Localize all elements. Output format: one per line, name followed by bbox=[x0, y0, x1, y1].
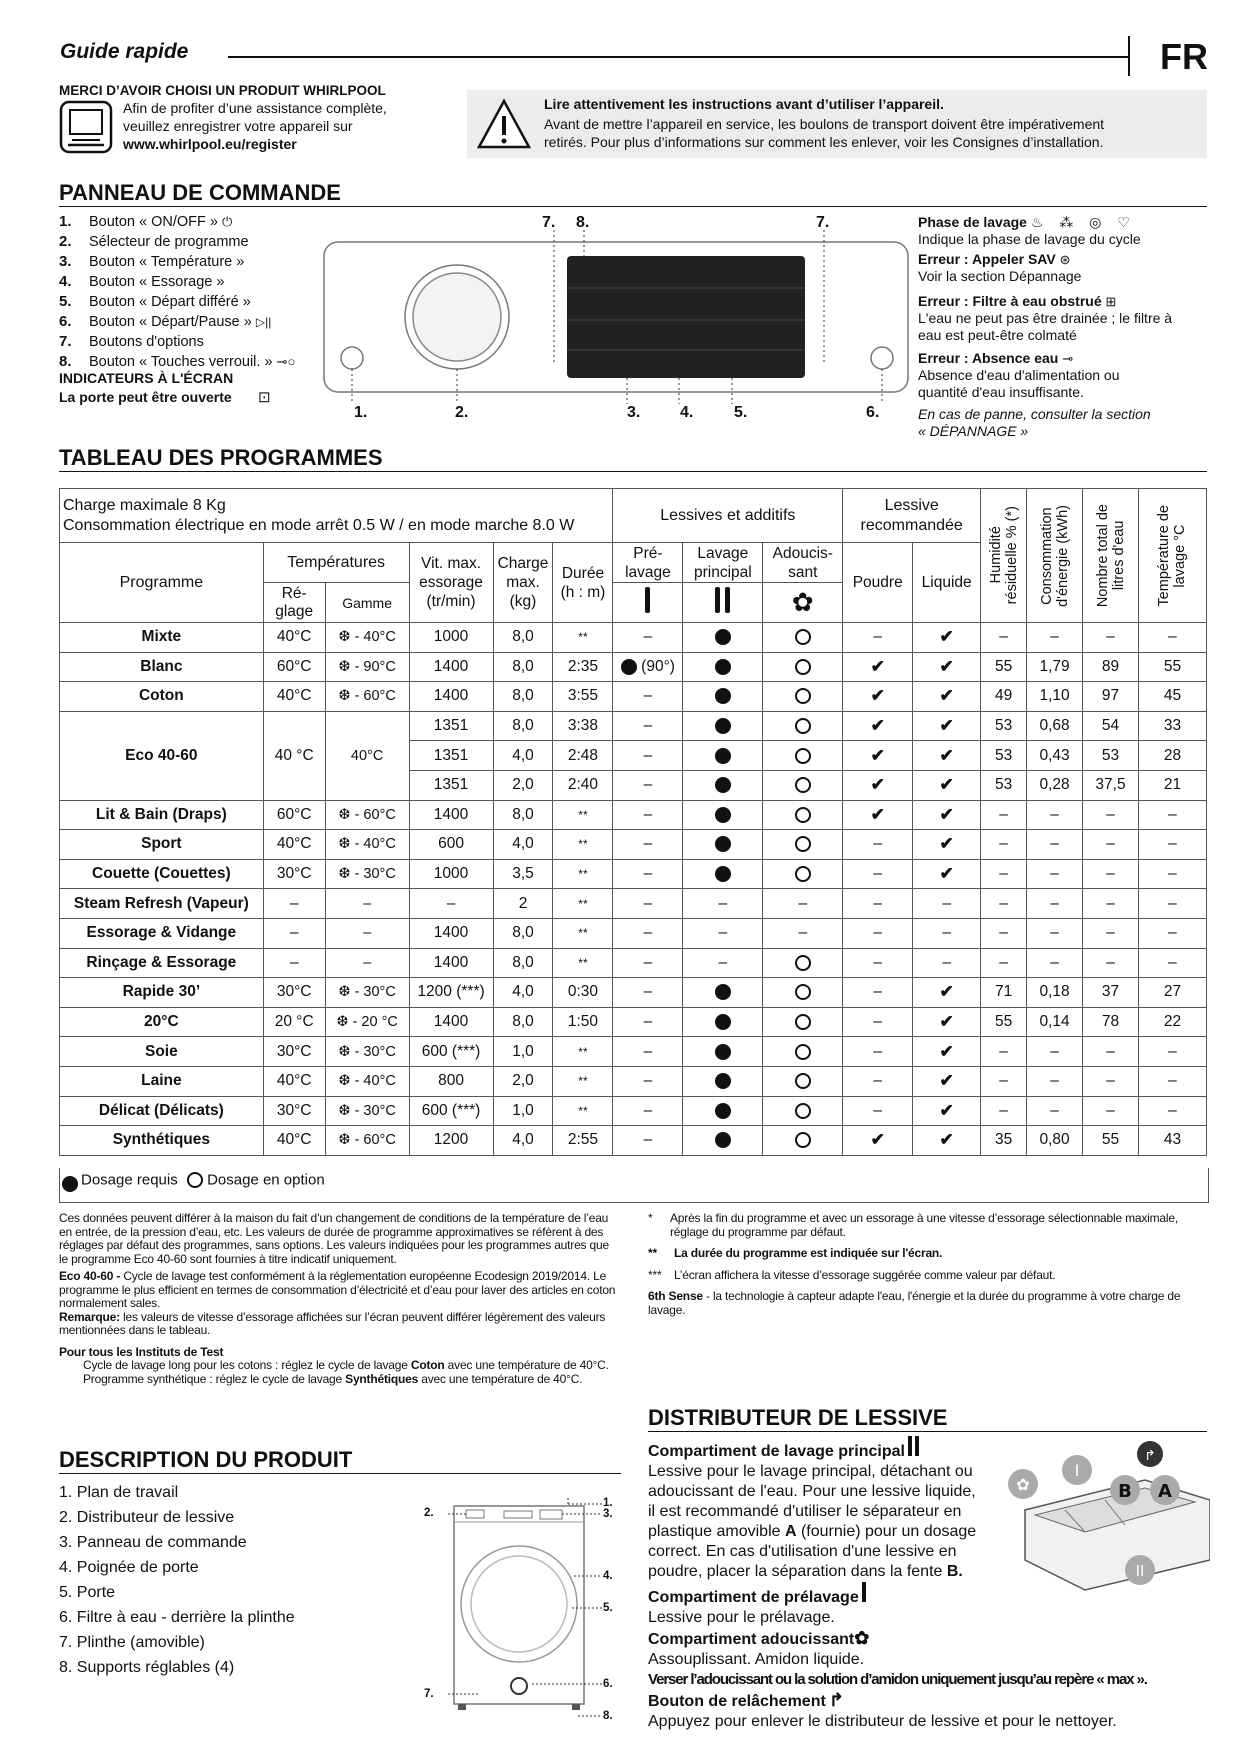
table-row: 1351 2,0 2:40 – ✔ ✔ 53 0,28 37,5 21 bbox=[60, 770, 1207, 800]
err-water-desc1: Absence d'eau d'alimentation ou bbox=[918, 367, 1120, 383]
header-divider bbox=[1128, 36, 1130, 76]
desc-item: 2. Distributeur de lessive bbox=[59, 1509, 235, 1526]
softener-flower-icon: ✿ bbox=[854, 1628, 870, 1648]
desc-item: 8. Supports réglables (4) bbox=[59, 1659, 235, 1676]
program-name: Steam Refresh (Vapeur) bbox=[60, 889, 264, 919]
detergent-drawer-diagram bbox=[1005, 1440, 1210, 1600]
ring-optional-icon bbox=[795, 629, 811, 645]
panel-item-spin: 4. Bouton « Essorage » bbox=[59, 273, 225, 290]
main-wash-compartment-icon bbox=[908, 1436, 912, 1456]
th-gamme: Gamme bbox=[325, 583, 409, 623]
check-icon: ✔ bbox=[939, 656, 954, 676]
key-icon: ⊸○ bbox=[276, 354, 296, 369]
callout-3: 3. bbox=[627, 404, 641, 421]
table-legend: Dosage requis Dosage en option bbox=[59, 1168, 1209, 1203]
callout-7b: 7. bbox=[816, 214, 830, 231]
th-vit: Vit. max. essorage (tr/min) bbox=[409, 543, 493, 623]
panel-item-selector: 2. Sélecteur de programme bbox=[59, 233, 249, 250]
panel-section-rule bbox=[59, 206, 1207, 207]
ring-optional-icon bbox=[795, 1103, 811, 1119]
th-liquide: Liquide bbox=[913, 543, 981, 623]
desc-callout-1: 1. bbox=[603, 1497, 613, 1509]
service-icon: ⊛ bbox=[1059, 252, 1071, 267]
register-line2: veuillez enregistrer votre appareil sur bbox=[123, 118, 353, 134]
description-section-title: DESCRIPTION DU PRODUIT bbox=[59, 1447, 353, 1472]
check-icon: ✔ bbox=[870, 775, 885, 795]
th-temp: Température de lavage °C bbox=[1138, 489, 1206, 623]
check-icon: ✔ bbox=[870, 804, 885, 824]
panne-note2: « DÉPANNAGE » bbox=[918, 423, 1029, 439]
th-lavage: Lavage principal bbox=[683, 543, 763, 583]
desc-item: 6. Filtre à eau - derrière la plinthe bbox=[59, 1609, 295, 1626]
description-list bbox=[59, 1480, 295, 1680]
ring-optional-icon bbox=[795, 807, 811, 823]
indicator-list bbox=[918, 214, 1218, 440]
table-row: Laine 40°C ❆ - 40°C 800 2,0 ** – – ✔ – – – – bbox=[60, 1066, 1207, 1096]
program-name: Synthétiques bbox=[60, 1126, 264, 1156]
program-name: Rapide 30’ bbox=[60, 978, 264, 1008]
dot-required-icon bbox=[715, 777, 731, 793]
ring-optional-icon bbox=[795, 718, 811, 734]
desc-item: 4. Poignée de porte bbox=[59, 1559, 199, 1576]
program-name: Sport bbox=[60, 830, 264, 860]
ring-optional-icon bbox=[795, 659, 811, 675]
ring-optional-icon bbox=[795, 1044, 811, 1060]
th-programme: Programme bbox=[60, 543, 264, 623]
phase-desc: Indique la phase de lavage du cycle bbox=[918, 231, 1141, 247]
th-poudre: Poudre bbox=[843, 543, 913, 623]
program-name: Laine bbox=[60, 1066, 264, 1096]
dot-required-icon bbox=[621, 659, 637, 675]
check-icon: ✔ bbox=[939, 1012, 954, 1032]
svg-text:↱: ↱ bbox=[1144, 1448, 1156, 1464]
distributor-section-rule bbox=[648, 1431, 1207, 1432]
check-icon: ✔ bbox=[939, 1130, 954, 1150]
program-name: Mixte bbox=[60, 623, 264, 653]
program-name: Soie bbox=[60, 1037, 264, 1067]
main-wash-compartment-icon bbox=[683, 583, 763, 623]
dot-required-icon bbox=[715, 1073, 731, 1089]
check-icon: ✔ bbox=[870, 656, 885, 676]
notes-right: * Après la fin du programme et avec un essorage à une vitesse d’essorage sélectionnable maximale, réglage du programme par défaut. ** La durée du programme est indiquée sur l'écran. *** L’écran affichera la vitesse d’essorage suggérée comme valeur par défaut. 6th Sense - la technologie à capteur adapte l'eau, l'énergie et la durée du programme à votre charge de lavage. bbox=[648, 1211, 1181, 1317]
desc-callout-8: 8. bbox=[603, 1710, 613, 1722]
ring-optional-icon bbox=[795, 984, 811, 1000]
desc-callout-2: 2. bbox=[424, 1507, 434, 1519]
svg-text:II: II bbox=[1135, 1562, 1145, 1580]
svg-text:B: B bbox=[1118, 1481, 1132, 1502]
register-title: MERCI D’AVOIR CHOISI UN PRODUIT WHIRLPOOL bbox=[59, 83, 386, 98]
desc-item: 1. Plan de travail bbox=[59, 1484, 179, 1501]
computer-icon bbox=[59, 100, 113, 154]
panel-section-title: PANNEAU DE COMMANDE bbox=[59, 180, 341, 205]
dot-required-icon bbox=[715, 1103, 731, 1119]
ring-optional-icon bbox=[795, 1073, 811, 1089]
th-lessive-rec: Lessive recommandée bbox=[843, 489, 981, 543]
table-row: Rinçage & Essorage – – 1400 8,0 ** – – – – – – – – bbox=[60, 948, 1207, 978]
err-water-title: Erreur : Absence eau bbox=[918, 350, 1059, 366]
dot-required-icon bbox=[715, 807, 731, 823]
check-icon: ✔ bbox=[939, 864, 954, 884]
prewash-compartment-icon bbox=[613, 583, 683, 623]
door-lock-icon: ⊡ bbox=[258, 389, 271, 406]
desc-item: 7. Plinthe (amovible) bbox=[59, 1634, 205, 1651]
header-rule bbox=[228, 56, 1128, 58]
distributor-section-title: DISTRIBUTEUR DE LESSIVE bbox=[648, 1405, 948, 1430]
dot-required-icon bbox=[715, 836, 731, 852]
table-row: Délicat (Délicats) 30°C ❆ - 30°C 600 (***) 1,0 ** – – ✔ – – – – bbox=[60, 1096, 1207, 1126]
wash-phase-icons: ♨ ⁂ ◎ ♡ bbox=[1030, 214, 1136, 230]
check-icon: ✔ bbox=[939, 804, 954, 824]
program-name: Lit & Bain (Draps) bbox=[60, 800, 264, 830]
tap-icon: ⊸ bbox=[1062, 351, 1074, 366]
program-name: Rinçage & Essorage bbox=[60, 948, 264, 978]
th-litres: Nombre total de litres d'eau bbox=[1083, 489, 1139, 623]
prewash-compartment-icon bbox=[862, 1582, 866, 1602]
table-row: 1351 4,0 2:48 – ✔ ✔ 53 0,43 53 28 bbox=[60, 741, 1207, 771]
check-icon: ✔ bbox=[939, 775, 954, 795]
warning-line1: Avant de mettre l’appareil en service, les boulons de transport doivent être impérativement bbox=[544, 116, 1105, 132]
check-icon: ✔ bbox=[939, 834, 954, 854]
callout-5: 5. bbox=[734, 404, 748, 421]
err-filter-desc2: eau est peut-être colmaté bbox=[918, 327, 1077, 343]
check-icon: ✔ bbox=[939, 982, 954, 1002]
svg-text:✿: ✿ bbox=[1016, 1475, 1030, 1494]
dot-required-icon bbox=[715, 866, 731, 882]
ring-optional-icon bbox=[795, 1014, 811, 1030]
panel-item-on-off: 1. Bouton « ON/OFF » ⏻ bbox=[59, 213, 233, 230]
table-row: Sport 40°C ❆ - 40°C 600 4,0 ** – – ✔ – – – – bbox=[60, 830, 1207, 860]
check-icon: ✔ bbox=[939, 1071, 954, 1091]
desc-callout-6: 6. bbox=[603, 1678, 613, 1690]
check-icon: ✔ bbox=[939, 686, 954, 706]
panel-item-options: 7. Boutons d'options bbox=[59, 333, 204, 350]
program-name: Essorage & Vidange bbox=[60, 918, 264, 948]
warning-title: Lire attentivement les instructions avant d’utiliser l’appareil. bbox=[544, 96, 944, 112]
table-section-title: TABLEAU DES PROGRAMMES bbox=[59, 445, 383, 470]
phase-title: Phase de lavage bbox=[918, 214, 1027, 230]
ring-optional-icon bbox=[795, 1132, 811, 1148]
dot-required-icon bbox=[715, 1132, 731, 1148]
check-icon: ✔ bbox=[870, 686, 885, 706]
th-adouc: Adoucis- sant bbox=[763, 543, 843, 583]
callout-7a: 7. bbox=[542, 214, 556, 231]
table-row: Blanc 60°C ❆ - 90°C 1400 8,0 2:35 (90°) ✔ ✔ 55 1,79 89 55 bbox=[60, 652, 1207, 682]
table-row: Lit & Bain (Draps) 60°C ❆ - 60°C 1400 8,0 ** – ✔ ✔ – – – – bbox=[60, 800, 1207, 830]
dot-required-icon bbox=[715, 629, 731, 645]
program-name: Couette (Couettes) bbox=[60, 859, 264, 889]
svg-text:A: A bbox=[1158, 1481, 1172, 1502]
notes-left: Ces données peuvent différer à la maison du fait d’un changement de conditions de la température de l’eau en entrée, de la pression d’eau, etc. Les valeurs de durée de programme approximatives se réfèrent à des réglages par défaut des programmes, sans options. Les valeurs indiquées pour les programmes autres que le programme Eco 40-60 sont fournies à titre indicatif uniquement. Eco 40-60 - Cycle de lavage test conformément à la réglementation européenne Ecodesign 2019/2014. Le programme le plus efficient en termes de consommation d’électricité et d’eau pour laver des articles en coton normalement sales. Remarque: les valeurs de vitesse d’essorage affichées sur l’écran peuvent différer légèrement des valeurs mentionnées dans le tableau. Pour tous les Instituts de Test Cycle de lavage long pour les cotons : réglez le cycle de lavage Coton avec une température de 40°C. Programme synthétique : réglez le cycle de lavage Synthétiques avec une température de 40°C. bbox=[59, 1211, 616, 1386]
filter-icon: ⊞ bbox=[1105, 294, 1117, 309]
table-row: Rapide 30’ 30°C ❆ - 30°C 1200 (***) 4,0 0:30 – – ✔ 71 0,18 37 27 bbox=[60, 978, 1207, 1008]
check-icon: ✔ bbox=[870, 1130, 885, 1150]
ring-optional-icon bbox=[795, 836, 811, 852]
check-icon: ✔ bbox=[939, 716, 954, 736]
check-icon: ✔ bbox=[870, 745, 885, 765]
th-temperatures: Températures bbox=[263, 543, 409, 583]
program-name: 20°C bbox=[60, 1007, 264, 1037]
th-conso: Consommation d'énergie (kWh) bbox=[1027, 489, 1083, 623]
err-water-desc2: quantité d'eau insuffisante. bbox=[918, 384, 1084, 400]
power-icon: ⏻ bbox=[221, 214, 233, 229]
register-url[interactable]: www.whirlpool.eu/register bbox=[123, 136, 297, 152]
dot-required-icon bbox=[715, 1044, 731, 1060]
distributor-text: Compartiment de lavage principal Lessive pour le lavage principal, détachant ou adoucissant de l'eau. Pour une lessive liquide, il est recommandé d'utiliser le séparateur en plastique amovible A (fournie) pour un dosage correct. En cas d'utilisation d'une lessive en poudre, placer la séparation dans la fente B. Compartiment de prélavage Lessive pour le prélavage. Compartiment adoucissant✿ Assouplissant. Amidon liquide. Verser l’adoucissant ou la solution d’amidon uniquement jusqu’au repère « max ». Bouton de relâchement ↱ Appuyez pour enlever le distributeur de lessive et pour le nettoyer. bbox=[648, 1436, 1208, 1732]
program-name: Blanc bbox=[60, 652, 264, 682]
check-icon: ✔ bbox=[939, 627, 954, 647]
door-open-label: La porte peut être ouverte bbox=[59, 389, 232, 405]
desc-callout-7: 7. bbox=[424, 1688, 434, 1700]
check-icon: ✔ bbox=[939, 1100, 954, 1120]
th-humidite: Humidité résiduelle % (*) bbox=[981, 489, 1027, 623]
warning-triangle-icon bbox=[476, 98, 532, 150]
panel-item-delay: 5. Bouton « Départ différé » bbox=[59, 293, 251, 310]
ring-optional-icon bbox=[795, 777, 811, 793]
check-icon: ✔ bbox=[939, 745, 954, 765]
dot-required-icon bbox=[715, 718, 731, 734]
callout-2: 2. bbox=[455, 404, 469, 421]
indicators-title: INDICATEURS À L'ÉCRAN bbox=[59, 370, 234, 386]
desc-item: 3. Panneau de commande bbox=[59, 1534, 247, 1551]
err-filter-desc1: L'eau ne peut pas être drainée ; le filtre à bbox=[918, 310, 1173, 326]
ring-optional-icon bbox=[795, 748, 811, 764]
err-sav-title: Erreur : Appeler SAV bbox=[918, 251, 1056, 267]
desc-callout-5: 5. bbox=[603, 1602, 613, 1614]
control-panel-diagram bbox=[322, 212, 912, 412]
dot-required-icon bbox=[715, 1014, 731, 1030]
page-title: Guide rapide bbox=[60, 40, 189, 63]
table-row: Essorage & Vidange – – 1400 8,0 ** – – – – – – – – – bbox=[60, 918, 1207, 948]
table-row: Steam Refresh (Vapeur) – – – 2 ** – – – – – – – – – bbox=[60, 889, 1207, 919]
table-section-rule bbox=[59, 471, 1207, 472]
language-code: FR bbox=[1160, 36, 1208, 77]
desc-item: 5. Porte bbox=[59, 1584, 116, 1601]
program-table bbox=[59, 488, 1207, 1156]
ring-optional-icon bbox=[795, 866, 811, 882]
table-row: 20°C 20 °C ❆ - 20 °C 1400 8,0 1:50 – – ✔ 55 0,14 78 22 bbox=[60, 1007, 1207, 1037]
dot-required-icon bbox=[715, 748, 731, 764]
table-row: Coton 40°C ❆ - 60°C 1400 8,0 3:55 – ✔ ✔ 49 1,10 97 45 bbox=[60, 682, 1207, 712]
desc-callout-3: 3. bbox=[603, 1508, 613, 1520]
th-lessives: Lessives et additifs bbox=[613, 489, 843, 543]
program-name: Délicat (Délicats) bbox=[60, 1096, 264, 1126]
table-row: Eco 40-60 40 °C 40°C 1351 8,0 3:38 – ✔ ✔ 53 0,68 54 33 bbox=[60, 711, 1207, 741]
th-duree: Durée (h : m) bbox=[553, 543, 613, 623]
panel-item-start-pause: 6. Bouton « Départ/Pause » ▷|| bbox=[59, 313, 272, 330]
washing-machine-diagram bbox=[440, 1494, 610, 1730]
play-pause-icon: ▷|| bbox=[255, 315, 272, 329]
th-charge: Charge max. (kg) bbox=[493, 543, 553, 623]
th-prelavage: Pré- lavage bbox=[613, 543, 683, 583]
table-info: Charge maximale 8 Kg Consommation électrique en mode arrêt 0.5 W / en mode marche 8.0 W bbox=[60, 489, 613, 543]
release-arrow-icon: ↱ bbox=[828, 1690, 844, 1710]
softener-flower-icon: ✿ bbox=[763, 583, 843, 623]
ring-optional-icon bbox=[795, 688, 811, 704]
table-row: Synthétiques 40°C ❆ - 60°C 1200 4,0 2:55 – ✔ ✔ 35 0,80 55 43 bbox=[60, 1126, 1207, 1156]
callout-8: 8. bbox=[576, 214, 590, 231]
panne-note1: En cas de panne, consulter la section bbox=[918, 406, 1151, 422]
th-reglage: Ré- glage bbox=[263, 583, 325, 623]
dot-required-icon bbox=[715, 984, 731, 1000]
panel-item-temperature: 3. Bouton « Température » bbox=[59, 253, 245, 270]
err-sav-desc: Voir la section Dépannage bbox=[918, 268, 1082, 284]
register-line1: Afin de profiter d’une assistance complète, bbox=[123, 100, 387, 116]
table-row: Couette (Couettes) 30°C ❆ - 30°C 1000 3,5 ** – – ✔ – – – – bbox=[60, 859, 1207, 889]
callout-1: 1. bbox=[354, 404, 368, 421]
desc-callout-4: 4. bbox=[603, 1570, 613, 1582]
description-section-rule bbox=[59, 1473, 621, 1474]
check-icon: ✔ bbox=[939, 1041, 954, 1061]
callout-6: 6. bbox=[866, 404, 880, 421]
program-name: Coton bbox=[60, 682, 264, 712]
svg-text:I: I bbox=[1074, 1461, 1080, 1480]
table-row: Soie 30°C ❆ - 30°C 600 (***) 1,0 ** – – ✔ – – – – bbox=[60, 1037, 1207, 1067]
err-filter-title: Erreur : Filtre à eau obstrué bbox=[918, 293, 1102, 309]
ring-optional-icon bbox=[795, 955, 811, 971]
callout-4: 4. bbox=[680, 404, 694, 421]
check-icon: ✔ bbox=[870, 716, 885, 736]
program-name: Eco 40-60 bbox=[60, 711, 264, 800]
dot-required-icon bbox=[715, 688, 731, 704]
panel-item-key-lock: 8. Bouton « Touches verrouil. » ⊸○ bbox=[59, 353, 296, 370]
panel-button-list bbox=[59, 212, 295, 372]
table-row: Mixte 40°C ❆ - 40°C 1000 8,0 ** – – ✔ – – – – bbox=[60, 623, 1207, 653]
dot-required-icon bbox=[715, 659, 731, 675]
warning-line2: retirés. Pour plus d’informations sur comment les enlever, voir les Consignes d’installation. bbox=[544, 134, 1104, 150]
